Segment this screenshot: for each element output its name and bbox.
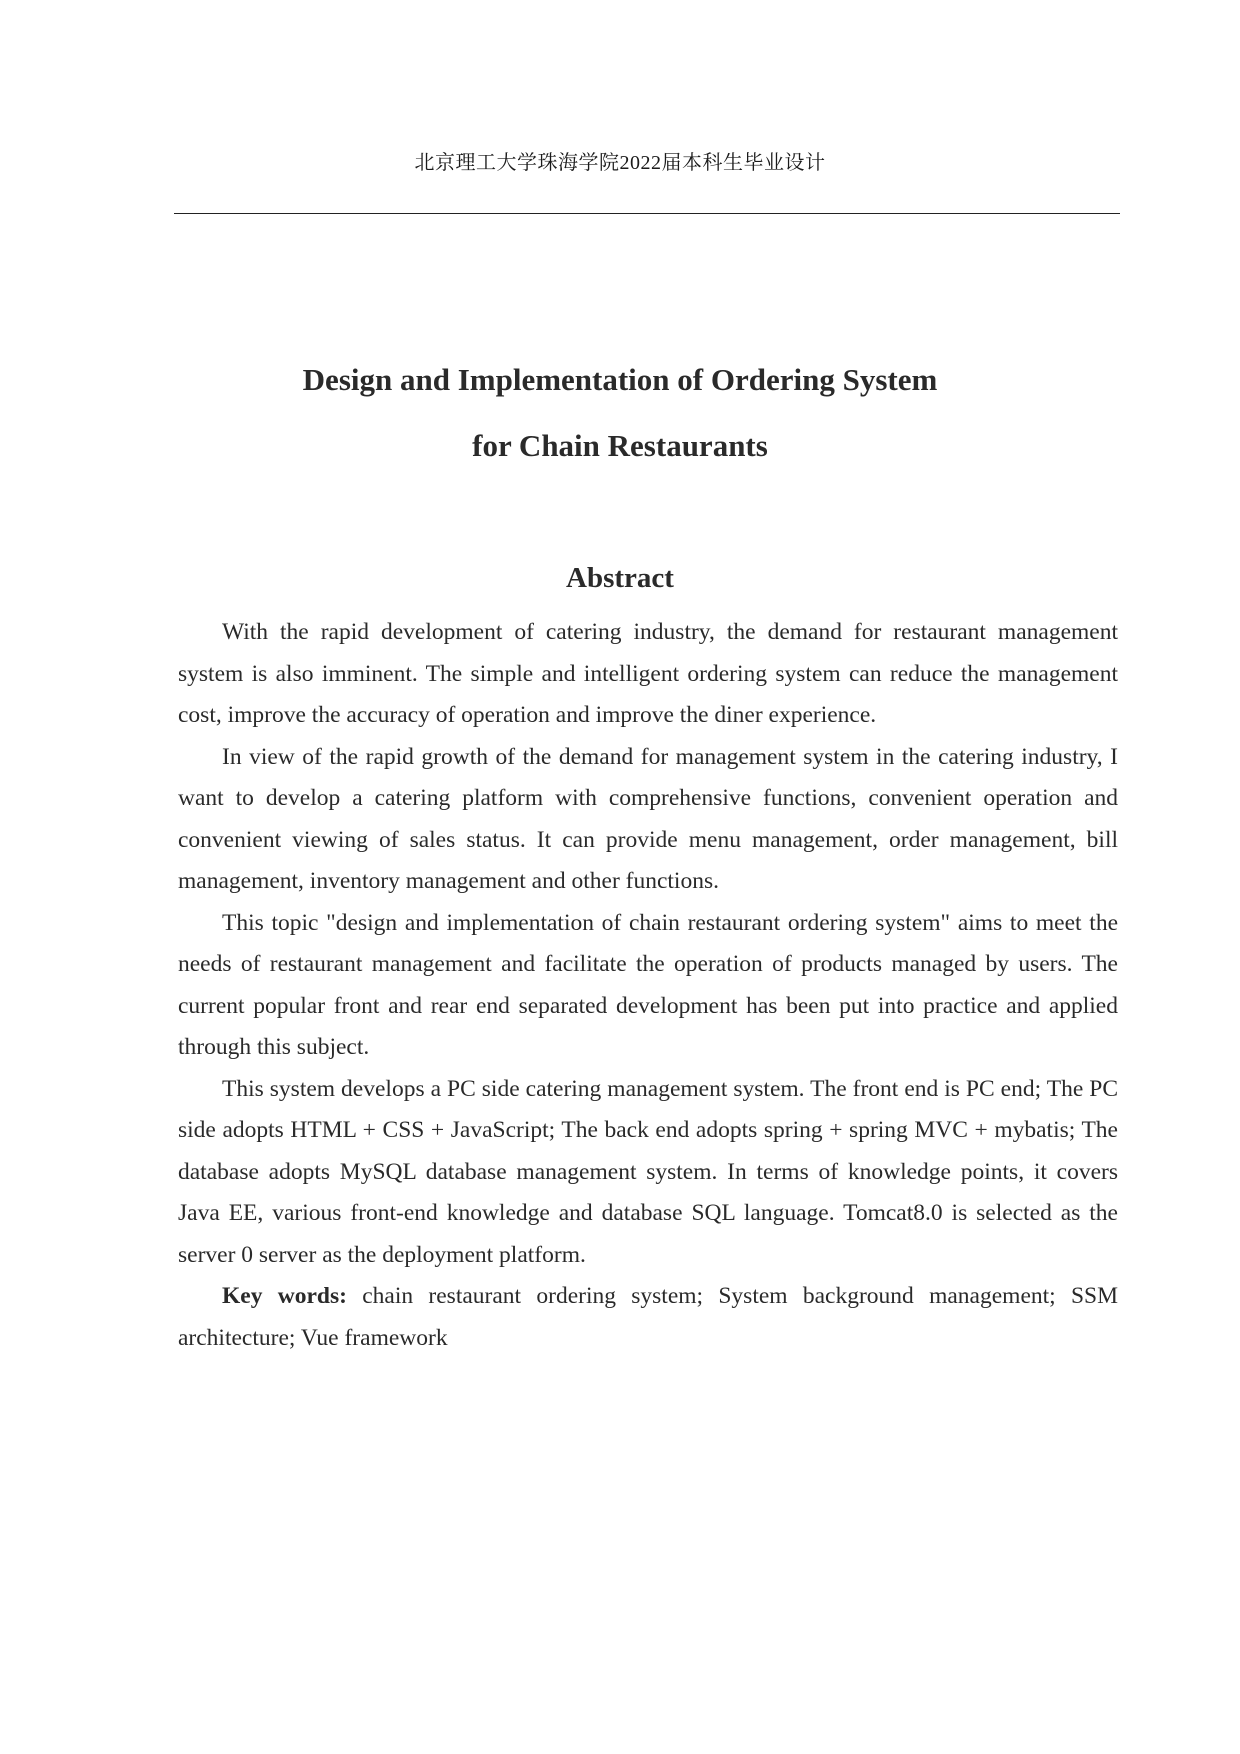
abstract-paragraph-2: In view of the rapid growth of the demand for management system in the catering industry, I want to develop a catering platform with comprehensive functions, convenient operation and convenient viewing of sales status. It can provide menu management, order management, bill management, inventory management and other functions. bbox=[178, 743, 1118, 894]
abstract-paragraph-3: This topic "design and implementation of chain restaurant ordering system" aims to meet the needs of restaurant management and facilitate the operation of products managed by users. The current popular front and rear end separated development has been put into practice and applied through this subject. bbox=[178, 909, 1118, 1060]
abstract-paragraph-4: This system develops a PC side catering management system. The front end is PC end; The PC side adopts HTML + CSS + JavaScript; The back end adopts spring + spring MVC + mybatis; The database adopts MySQL database management system. In terms of knowledge points, it covers Java EE, various front-end knowledge and database SQL language. Tomcat8.0 is selected as the server 0 server as the deployment platform. bbox=[178, 1075, 1118, 1268]
keywords-text: chain restaurant ordering system; System background management; SSM architecture; Vue framework bbox=[178, 1283, 1119, 1351]
keywords-label: Key words: bbox=[222, 1283, 347, 1309]
header-divider bbox=[174, 213, 1120, 214]
keywords-paragraph bbox=[178, 1276, 1118, 1359]
abstract-paragraph-1: With the rapid development of catering industry, the demand for restaurant management system is also imminent. The simple and intelligent ordering system can reduce the management cost, improve the accuracy of operation and improve the diner experience. bbox=[178, 619, 1118, 728]
thesis-title-line-1: Design and Implementation of Ordering System bbox=[302, 362, 938, 397]
thesis-title-line-2: for Chain Restaurants bbox=[472, 428, 768, 463]
abstract-heading: Abstract bbox=[566, 562, 674, 594]
abstract-body bbox=[178, 612, 1118, 1359]
running-header: 北京理工大学珠海学院2022届本科生毕业设计 bbox=[414, 152, 826, 174]
